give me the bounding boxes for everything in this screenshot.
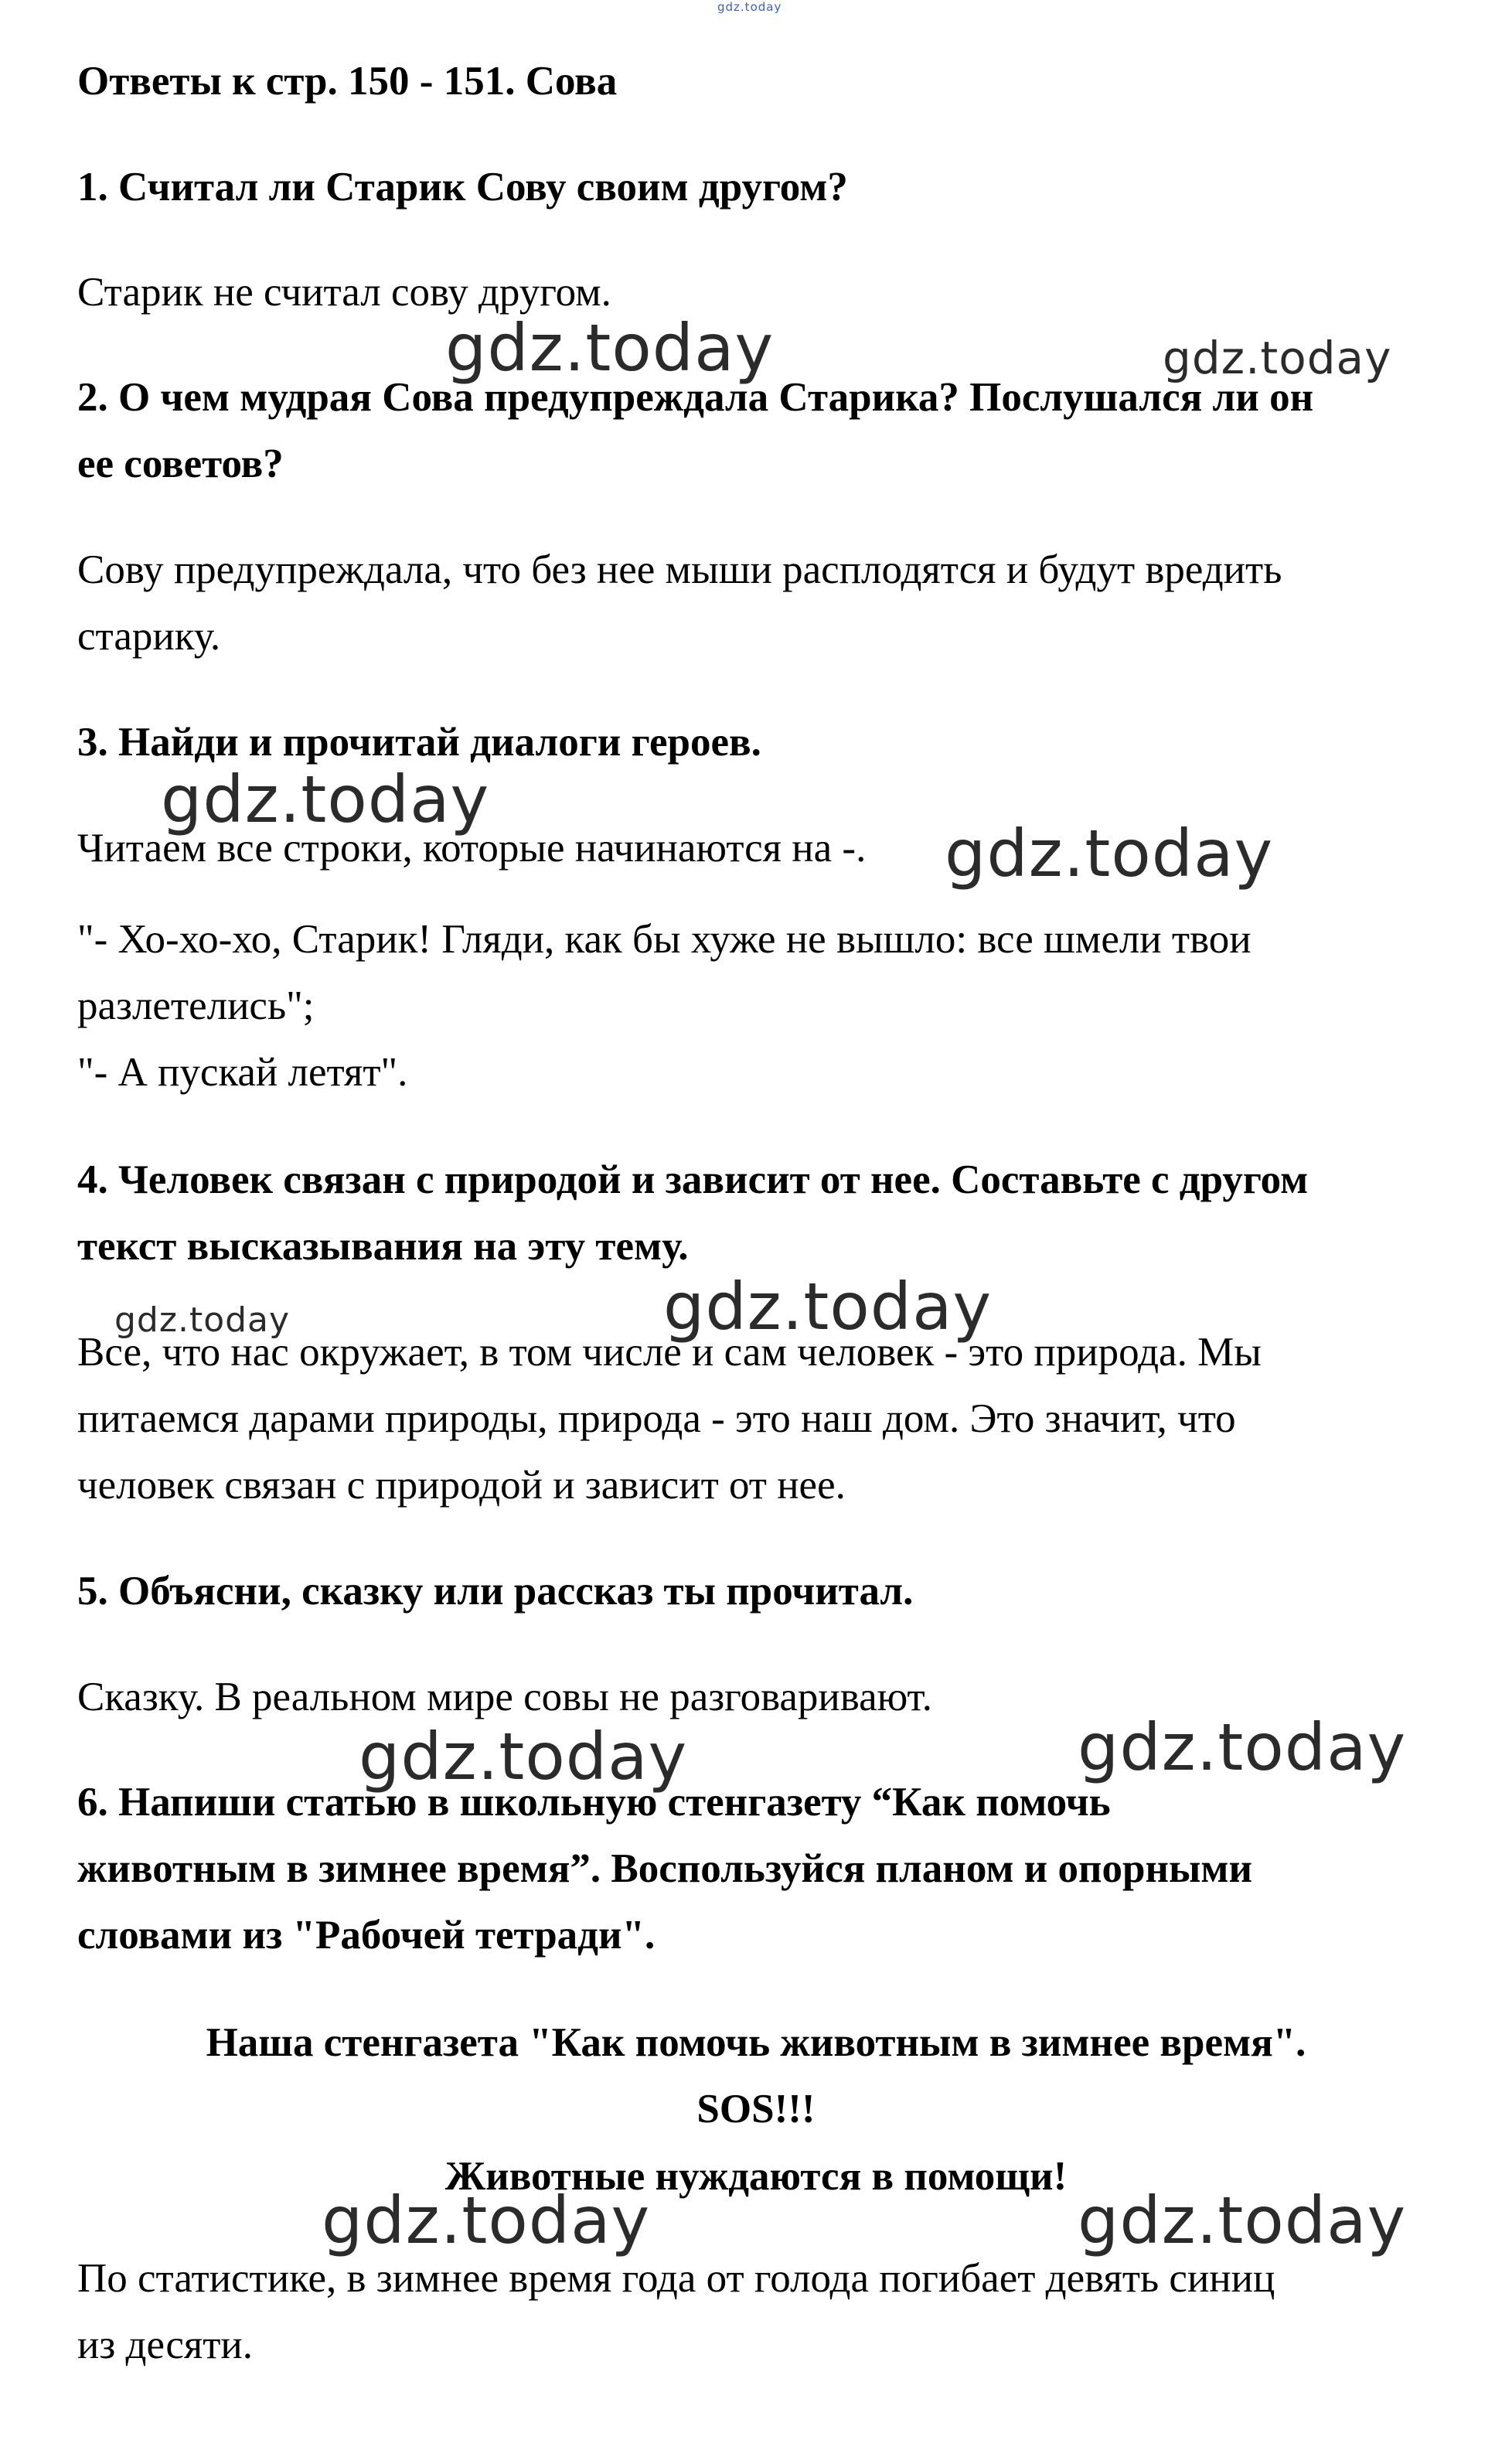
watermark: gdz.today: [322, 2183, 651, 2258]
answer-3-line-1: Читаем все строки, которые начинаются на -.: [77, 826, 867, 871]
site-mark: gdz.today: [717, 0, 782, 14]
question-1: 1. Считал ли Старик Сову своим другом?: [77, 165, 848, 210]
question-5: 5. Объясни, сказку или рассказ ты прочитал.: [77, 1569, 914, 1614]
answer-4-line-2: питаемся дарами природы, природа - это наш дом. Это значит, что: [77, 1396, 1236, 1441]
question-4-line-2: текст высказывания на эту тему.: [77, 1224, 689, 1269]
question-6-line-2: животным в зимнее время”. Воспользуйся планом и опорными: [77, 1846, 1253, 1891]
answer-4-line-3: человек связан с природой и зависит от нее.: [77, 1463, 846, 1508]
answer-3-line-2: "- Хо-хо-хо, Старик! Гляди, как бы хуже не вышло: все шмели твои: [77, 917, 1251, 962]
answer-2-line-1: Сову предупреждала, что без нее мыши расплодятся и будут вредить: [77, 547, 1282, 592]
answer-2-line-2: старику.: [77, 614, 221, 659]
watermark: gdz.today: [445, 310, 775, 386]
question-4-line-1: 4. Человек связан с природой и зависит от нее. Составьте с другом: [77, 1157, 1309, 1202]
article-body-line-1: По статистике, в зимнее время года от голода погибает девять синиц: [77, 2256, 1275, 2301]
question-6-line-3: словами из "Рабочей тетради".: [77, 1913, 656, 1958]
answer-3-line-3: разлетелись";: [77, 983, 315, 1028]
article-subheading: Животные нуждаются в помощи!: [444, 2154, 1068, 2199]
question-2-line-1: 2. О чем мудрая Сова предупреждала Старика? Послушался ли он: [77, 375, 1314, 420]
question-3: 3. Найди и прочитай диалоги героев.: [77, 720, 761, 765]
watermark: gdz.today: [359, 1719, 688, 1794]
answer-5: Сказку. В реальном мире совы не разговаривают.: [77, 1675, 932, 1719]
answer-3-line-4: "- А пускай летят".: [77, 1050, 408, 1095]
question-6-line-1: 6. Напиши статью в школьную стенгазету “Как помочь: [77, 1780, 1111, 1825]
watermark: gdz.today: [114, 1300, 291, 1340]
watermark: gdz.today: [1078, 1709, 1407, 1785]
article-body-line-2: из десяти.: [77, 2322, 254, 2367]
article-heading: Наша стенгазета "Как помочь животным в зимнее время".: [206, 2020, 1306, 2065]
watermark: gdz.today: [945, 816, 1274, 891]
answer-1: Старик не считал сову другом.: [77, 270, 611, 315]
question-2-line-2: ее советов?: [77, 441, 284, 486]
page-title: Ответы к стр. 150 - 151. Сова: [77, 59, 618, 104]
watermark: gdz.today: [1163, 332, 1392, 384]
watermark: gdz.today: [161, 762, 490, 837]
watermark: gdz.today: [1078, 2183, 1407, 2258]
answer-4-line-1: Все, что нас окружает, в том числе и сам человек - это природа. Мы: [77, 1330, 1262, 1375]
article-sos: SOS!!!: [696, 2087, 816, 2132]
watermark: gdz.today: [663, 1269, 993, 1344]
